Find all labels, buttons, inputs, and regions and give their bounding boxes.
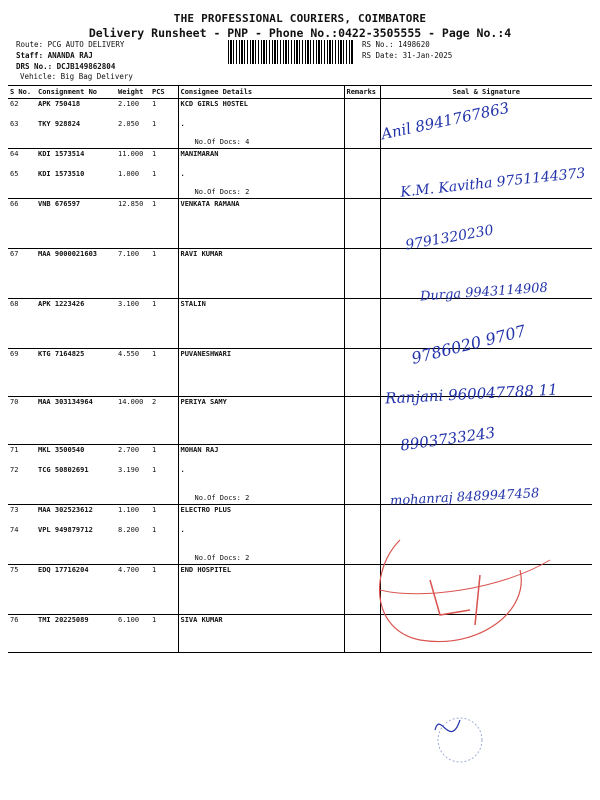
cell-consignment xyxy=(36,249,116,299)
cell-consignee-text: PUVANESHWARI xyxy=(180,350,232,358)
docs-count: No.Of Docs: 2 xyxy=(194,493,250,502)
cell-consignee-text: KCD GIRLS HOSTEL xyxy=(180,100,248,108)
bottom-scribble xyxy=(420,700,490,770)
table-row xyxy=(8,149,592,169)
cell-weight xyxy=(116,149,150,169)
cell-weight-text: 4.550 xyxy=(118,350,140,358)
cell-consignee xyxy=(178,565,344,615)
cell-remarks xyxy=(344,199,380,249)
cell-pcs xyxy=(150,397,178,445)
cell-weight-text: 1.100 xyxy=(118,506,140,514)
cell-signature xyxy=(380,149,592,169)
cell-pcs xyxy=(150,119,178,149)
cell-pcs xyxy=(150,99,178,119)
cell-remarks xyxy=(344,565,380,615)
cell-consignment-text: MAA 302523612 xyxy=(38,506,93,514)
cell-remarks xyxy=(344,169,380,199)
cell-consignee xyxy=(178,445,344,465)
cell-sno xyxy=(8,199,36,249)
cell-sno xyxy=(8,565,36,615)
cell-consignment-text: KTG 7164825 xyxy=(38,350,85,358)
cell-consignment xyxy=(36,465,116,505)
table-row xyxy=(8,199,592,249)
cell-pcs-text: 1 xyxy=(152,250,157,258)
cell-sno-text: 66 xyxy=(10,200,19,208)
cell-weight xyxy=(116,249,150,299)
col-signature: Seal & Signature xyxy=(380,86,592,99)
col-weight: Weight xyxy=(116,86,150,99)
cell-remarks xyxy=(344,149,380,169)
rs-number: RS No.: 1498620 xyxy=(362,40,430,49)
cell-consignee xyxy=(178,169,344,199)
cell-sno xyxy=(8,615,36,653)
runsheet-table xyxy=(8,85,592,653)
cell-consignment-text: MKL 3500540 xyxy=(38,446,85,454)
cell-weight-text: 11.000 xyxy=(118,150,144,158)
cell-consignment xyxy=(36,119,116,149)
cell-consignee xyxy=(178,505,344,525)
cell-consignment xyxy=(36,525,116,565)
cell-pcs-text: 1 xyxy=(152,446,157,454)
barcode xyxy=(228,40,353,64)
company-title: THE PROFESSIONAL COURIERS, COIMBATORE xyxy=(173,12,427,25)
cell-weight xyxy=(116,169,150,199)
cell-sno-text: 72 xyxy=(10,465,19,474)
cell-signature xyxy=(380,525,592,565)
cell-consignee-text: . xyxy=(180,465,185,474)
cell-pcs xyxy=(150,169,178,199)
cell-consignee xyxy=(178,525,344,565)
cell-pcs xyxy=(150,299,178,349)
cell-consignee xyxy=(178,349,344,397)
cell-sno-text: 75 xyxy=(10,566,19,574)
cell-consignment-text: KDI 1573514 xyxy=(38,150,85,158)
cell-consignment xyxy=(36,299,116,349)
col-pcs: PCS xyxy=(150,86,178,99)
col-consignment: Consignment No xyxy=(36,86,116,99)
cell-consignment xyxy=(36,397,116,445)
cell-consignee-text: ELECTRO PLUS xyxy=(180,506,232,514)
cell-consignment xyxy=(36,99,116,119)
cell-sno xyxy=(8,169,36,199)
cell-remarks xyxy=(344,349,380,397)
cell-remarks xyxy=(344,397,380,445)
cell-sno xyxy=(8,149,36,169)
cell-weight-text: 3.190 xyxy=(118,465,140,474)
cell-pcs-text: 1 xyxy=(152,566,157,574)
cell-pcs-text: 1 xyxy=(152,150,157,158)
signature-2: K.M. Kavitha 9751144373 xyxy=(399,165,587,201)
cell-consignment xyxy=(36,169,116,199)
cell-remarks xyxy=(344,99,380,119)
cell-remarks xyxy=(344,465,380,505)
cell-consignee-text: SIVA KUMAR xyxy=(180,616,223,624)
cell-pcs xyxy=(150,465,178,505)
cell-consignee xyxy=(178,119,344,149)
cell-weight-text: 1.000 xyxy=(118,169,140,178)
cell-pcs-text: 1 xyxy=(152,300,157,308)
cell-weight xyxy=(116,615,150,653)
col-remarks: Remarks xyxy=(344,86,380,99)
cell-remarks xyxy=(344,525,380,565)
table-row xyxy=(8,397,592,445)
table-row xyxy=(8,505,592,525)
cell-weight-text: 2.100 xyxy=(118,100,140,108)
cell-weight xyxy=(116,505,150,525)
table-row xyxy=(8,119,592,149)
cell-pcs-text: 1 xyxy=(152,350,157,358)
cell-remarks xyxy=(344,249,380,299)
cell-remarks xyxy=(344,445,380,465)
cell-pcs xyxy=(150,615,178,653)
table-row xyxy=(8,615,592,653)
cell-consignee xyxy=(178,149,344,169)
cell-sno-text: 76 xyxy=(10,616,19,624)
cell-sno-text: 69 xyxy=(10,350,19,358)
table-row xyxy=(8,565,592,615)
cell-pcs-text: 1 xyxy=(152,119,157,128)
cell-consignee-text: MANIMARAN xyxy=(180,150,219,158)
cell-consignment-text: VNB 676597 xyxy=(38,200,81,208)
cell-pcs-text: 1 xyxy=(152,525,157,534)
cell-pcs xyxy=(150,565,178,615)
cell-pcs-text: 1 xyxy=(152,169,157,178)
cell-pcs xyxy=(150,349,178,397)
cell-sno-text: 64 xyxy=(10,150,19,158)
cell-weight xyxy=(116,119,150,149)
cell-sno-text: 65 xyxy=(10,169,19,178)
cell-weight xyxy=(116,465,150,505)
cell-consignee xyxy=(178,199,344,249)
cell-pcs xyxy=(150,505,178,525)
cell-weight-text: 6.100 xyxy=(118,616,140,624)
signature-5: 9786020 9707 xyxy=(409,321,528,368)
cell-weight-text: 4.700 xyxy=(118,566,140,574)
cell-consignee-text: PERIYA SAMY xyxy=(180,398,227,406)
cell-consignee-text: . xyxy=(180,169,185,178)
cell-consignment-text: MAA 9000021603 xyxy=(38,250,98,258)
signature-4: Durga 9943114908 xyxy=(419,280,549,305)
cell-pcs-text: 1 xyxy=(152,100,157,108)
cell-weight-text: 3.100 xyxy=(118,300,140,308)
drs-label: DRS No.: DCJB149862804 xyxy=(16,62,116,71)
cell-sno xyxy=(8,465,36,505)
cell-consignee xyxy=(178,465,344,505)
cell-signature xyxy=(380,615,592,653)
cell-weight xyxy=(116,349,150,397)
table-header-row xyxy=(8,86,592,99)
cell-consignment xyxy=(36,199,116,249)
cell-consignment xyxy=(36,615,116,653)
col-consignee: Consignee Details xyxy=(178,86,344,99)
cell-consignee-text: END HOSPITEL xyxy=(180,566,232,574)
cell-weight-text: 7.100 xyxy=(118,250,140,258)
cell-weight xyxy=(116,99,150,119)
cell-weight-text: 2.050 xyxy=(118,119,140,128)
cell-consignment-text: KDI 1573510 xyxy=(38,169,85,178)
cell-sno xyxy=(8,349,36,397)
cell-weight xyxy=(116,445,150,465)
cell-consignment-text: EDQ 17716204 xyxy=(38,566,89,574)
cell-consignment xyxy=(36,149,116,169)
cell-consignment-text: MAA 303134964 xyxy=(38,398,93,406)
docs-count: No.Of Docs: 4 xyxy=(194,137,250,146)
cell-consignment xyxy=(36,505,116,525)
cell-sno xyxy=(8,99,36,119)
cell-signature xyxy=(380,565,592,615)
cell-sno-text: 67 xyxy=(10,250,19,258)
cell-weight-text: 12.850 xyxy=(118,200,144,208)
cell-remarks xyxy=(344,119,380,149)
cell-consignee xyxy=(178,249,344,299)
cell-consignee-text: MOHAN RAJ xyxy=(180,446,219,454)
cell-remarks xyxy=(344,505,380,525)
cell-pcs-text: 1 xyxy=(152,616,157,624)
signature-6: Ranjani 960047788 11 xyxy=(384,380,559,408)
cell-consignment xyxy=(36,565,116,615)
cell-consignment-text: TCG 50802691 xyxy=(38,465,89,474)
cell-sno-text: 63 xyxy=(10,119,19,128)
cell-sno-text: 68 xyxy=(10,300,19,308)
cell-consignment-text: TKY 928824 xyxy=(38,119,81,128)
col-sno: S No. xyxy=(8,86,36,99)
cell-consignment-text: APK 750418 xyxy=(38,100,81,108)
cell-pcs xyxy=(150,249,178,299)
cell-weight xyxy=(116,299,150,349)
cell-sno xyxy=(8,525,36,565)
cell-remarks xyxy=(344,615,380,653)
signature-7: 8903733243 xyxy=(399,423,497,455)
cell-weight xyxy=(116,525,150,565)
cell-consignee-text: . xyxy=(180,525,185,534)
cell-consignment-text: APK 1223426 xyxy=(38,300,85,308)
cell-pcs xyxy=(150,445,178,465)
cell-consignee xyxy=(178,615,344,653)
cell-weight-text: 2.700 xyxy=(118,446,140,454)
signature-1: Anil 8941767863 xyxy=(379,98,511,144)
cell-weight xyxy=(116,565,150,615)
cell-consignee xyxy=(178,99,344,119)
cell-consignment-text: VPL 949879712 xyxy=(38,525,93,534)
cell-pcs-text: 1 xyxy=(152,200,157,208)
cell-consignment-text: TMI 20225089 xyxy=(38,616,89,624)
docs-count: No.Of Docs: 2 xyxy=(194,187,250,196)
cell-sno xyxy=(8,249,36,299)
signature-3: 9791320230 xyxy=(404,222,495,254)
cell-sno xyxy=(8,299,36,349)
cell-sno xyxy=(8,397,36,445)
cell-sno-text: 73 xyxy=(10,506,19,514)
cell-sno-text: 62 xyxy=(10,100,19,108)
cell-consignee-text: STALIN xyxy=(180,300,206,308)
table-row xyxy=(8,445,592,465)
cell-consignment xyxy=(36,349,116,397)
docs-count: No.Of Docs: 2 xyxy=(194,553,250,562)
rs-date: RS Date: 31-Jan-2025 xyxy=(362,51,453,60)
cell-pcs xyxy=(150,199,178,249)
cell-sno-text: 71 xyxy=(10,446,19,454)
vehicle-label: Vehicle: Big Bag Delivery xyxy=(20,72,133,81)
cell-sno xyxy=(8,445,36,465)
cell-sno xyxy=(8,505,36,525)
cell-sno-text: 74 xyxy=(10,525,19,534)
cell-weight-text: 14.000 xyxy=(118,398,144,406)
route-label: Route: PCG AUTO DELIVERY xyxy=(16,40,125,49)
cell-consignee-text: RAVI KUMAR xyxy=(180,250,223,258)
cell-consignee xyxy=(178,397,344,445)
signature-8: mohanraj 8489947458 xyxy=(389,486,540,509)
cell-pcs xyxy=(150,149,178,169)
cell-pcs-text: 2 xyxy=(152,398,157,406)
cell-weight xyxy=(116,397,150,445)
cell-pcs xyxy=(150,525,178,565)
cell-consignment xyxy=(36,445,116,465)
cell-weight-text: 8.200 xyxy=(118,525,140,534)
runsheet-subtitle: Delivery Runsheet - PNP - Phone No.:0422-3505555 - Page No.:4 xyxy=(88,26,512,40)
cell-pcs-text: 1 xyxy=(152,506,157,514)
cell-sno-text: 70 xyxy=(10,398,19,406)
cell-weight xyxy=(116,199,150,249)
cell-consignee-text: . xyxy=(180,119,185,128)
cell-consignee xyxy=(178,299,344,349)
cell-consignee-text: VENKATA RAMANA xyxy=(180,200,240,208)
cell-pcs-text: 1 xyxy=(152,465,157,474)
cell-sno xyxy=(8,119,36,149)
cell-remarks xyxy=(344,299,380,349)
table-row xyxy=(8,525,592,565)
staff-label: Staff: ANANDA RAJ xyxy=(16,51,93,60)
